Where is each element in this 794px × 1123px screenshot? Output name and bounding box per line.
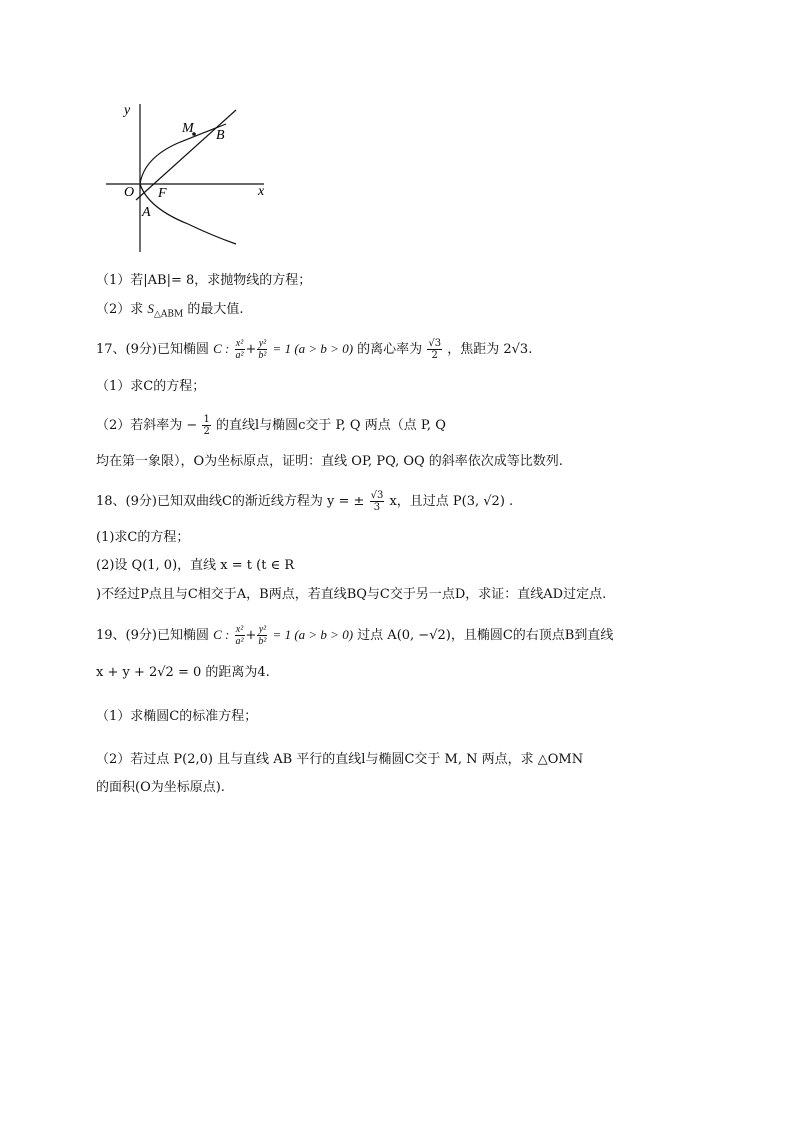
label-y: y	[124, 103, 131, 118]
parabola-lower	[140, 184, 236, 244]
q17-stem-a: 17、(9分)已知椭圆	[96, 342, 209, 357]
q17-eq-x-num: x²	[235, 338, 244, 349]
q17-part2	[96, 414, 446, 437]
label-x: x	[258, 184, 265, 199]
label-b: B	[216, 128, 225, 143]
q17-slope-num: 1	[203, 414, 210, 425]
q19-eq-lead: C :	[213, 627, 230, 642]
q17-eq-y-frac	[257, 338, 267, 361]
label-m: M	[182, 121, 194, 136]
q19-stem-cont: x + y + 2√2 = 0 的距离为4.	[96, 665, 270, 680]
q16-part2	[96, 300, 243, 324]
q19-eq-x-den: a²	[235, 636, 244, 647]
q17-eq-x-frac	[235, 338, 245, 361]
q17-part1: （1）求C的方程；	[96, 379, 206, 394]
q19-eq-tail: = 1 (a > b > 0)	[272, 627, 354, 642]
q19-eq-y-den: b²	[258, 636, 267, 647]
q17-part2-b: 的直线l与椭圆c交于 P, Q 两点（点 P, Q	[215, 418, 446, 433]
q17-part2-a: （2）若斜率为 −	[96, 418, 198, 433]
q19-eq-y-frac	[257, 624, 267, 647]
q16-part2-prefix: （2）求	[96, 302, 144, 317]
q18-asym-frac	[370, 490, 385, 513]
q17-ecc-num: √3	[428, 338, 442, 349]
label-a: A	[142, 205, 151, 220]
q19-stem-a: 19、(9分)已知椭圆	[96, 628, 209, 643]
q16-area-symbol: S	[147, 301, 154, 316]
q18-asym-den: 3	[373, 502, 381, 513]
q17-eq-y-num: y²	[258, 338, 267, 349]
q19-part1: （1）求椭圆C的标准方程；	[96, 709, 258, 724]
parabola-figure	[98, 96, 278, 256]
q16-part1: （1）若|AB|= 8，求抛物线的方程；	[96, 273, 312, 288]
q18-part2-cont: )不经过P点且与C相交于A，B两点，若直线BQ与C交于另一点D，求证：直线AD过定点.	[96, 587, 607, 602]
q18-part2: (2)设 Q(1, 0)，直线 x = t (t ∈ R	[96, 558, 295, 573]
label-f: F	[158, 186, 167, 201]
q19-stem: 19、(9分)已知椭圆 C : $\frac{\text{x²}}{\text{a²}}$ + $\frac{\text{y²}}{\text{b²}}$ = 1 (a > b > 0) 过点 A(0, −√2)，且椭圆C的右顶点B到直线	[96, 624, 614, 647]
q17-stem: 17、(9分)已知椭圆 C : $\frac{\text{x²}}{\text{a²}}$ + $\frac{\text{y²}}{\text{b²}}$ = 1 (a > b > 0) 的离心率为 $\frac{√3}{2}$ ，焦距为 2√3.	[96, 338, 533, 361]
q17-slope-frac	[202, 414, 210, 437]
q17-eq-y-den: b²	[258, 350, 267, 361]
q16-part2-suffix: 的最大值.	[187, 302, 244, 317]
q18-part1: (1)求C的方程；	[96, 530, 190, 545]
q18-stem-b: x，且过点 P(3, √2) .	[389, 494, 514, 509]
q19-stem-b: 过点 A(0, −√2)，且椭圆C的右顶点B到直线	[357, 628, 614, 643]
q17-slope-den: 2	[203, 426, 210, 437]
q16-area-subscript: △ABM	[153, 309, 184, 320]
q17-eq-tail: = 1 (a > b > 0)	[272, 341, 354, 356]
q17-stem-b: 的离心率为	[357, 342, 423, 357]
q18-asym-num: √3	[370, 490, 384, 501]
q17-ecc-frac	[427, 338, 442, 361]
q19-part2-cont: 的面积(O为坐标原点).	[96, 780, 225, 795]
q19-eq-x-frac	[235, 624, 245, 647]
q19-part2: （2）若过点 P(2,0) 且与直线 AB 平行的直线l与椭圆C交于 M, N 两点，求 △OMN	[96, 752, 584, 767]
q18-stem-a: 18、(9分)已知双曲线C的渐近线方程为 y = ±	[96, 494, 365, 509]
q18-stem	[96, 490, 513, 513]
label-o: O	[124, 185, 135, 200]
q17-part2-cont: 均在第一象限），O为坐标原点，证明：直线 OP, PQ, OQ 的斜率依次成等比数列.	[96, 454, 563, 469]
q17-stem-c: ，焦距为	[447, 342, 500, 357]
q17-ecc-den: 2	[431, 350, 438, 361]
q19-eq-y-num: y²	[258, 624, 267, 635]
q17-eq-lead: C :	[213, 341, 230, 356]
q17-eq-x-den: a²	[235, 350, 244, 361]
q19-eq-x-num: x²	[235, 624, 244, 635]
q17-focal: 2√3	[503, 342, 529, 357]
